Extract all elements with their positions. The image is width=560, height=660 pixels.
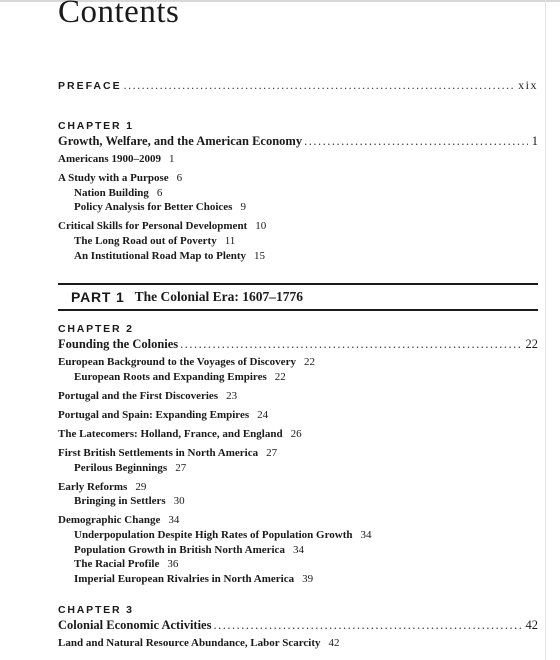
toc-entry[interactable]: Demographic Change 34	[58, 514, 180, 527]
toc-subentry[interactable]: The Racial Profile 36	[74, 558, 179, 571]
part-label: PART 1	[71, 289, 125, 305]
toc-entry[interactable]: Land and Natural Resource Abundance, Labor Scarcity 42	[58, 637, 340, 649]
part-title: The Colonial Era: 1607–1776	[134, 289, 303, 304]
toc-subentry[interactable]: Population Growth in British North America 34	[74, 543, 304, 556]
toc-entry[interactable]: Critical Skills for Personal Development 10	[58, 220, 267, 233]
dot-leader	[180, 336, 521, 353]
toc-subentry[interactable]: Policy Analysis for Better Choices 9	[74, 201, 246, 214]
chapter-title: Growth, Welfare, and the American Economy	[58, 134, 303, 148]
toc-subentry[interactable]: The Long Road out of Poverty 11	[74, 234, 236, 247]
chapter-label: CHAPTER 3	[58, 604, 134, 616]
chapter-page: 42	[525, 618, 538, 632]
chapter-label: CHAPTER 2	[58, 323, 134, 335]
chapter-title-entry[interactable]	[58, 617, 538, 634]
toc-entry[interactable]: A Study with a Purpose 6	[58, 172, 183, 185]
preface-entry[interactable]	[58, 78, 538, 93]
toc-subentry[interactable]: Nation Building 6	[74, 186, 163, 199]
chapter-title: Founding the Colonies	[58, 337, 179, 351]
dot-leader	[213, 617, 521, 634]
toc-subentry[interactable]: Bringing in Settlers 30	[74, 495, 185, 508]
toc-entry[interactable]: First British Settlements in North America 27	[58, 446, 278, 459]
toc-entry[interactable]: Americans 1900–2009 1	[58, 153, 175, 165]
page-title: Contents	[58, 0, 180, 30]
toc-subentry[interactable]: Underpopulation Despite High Rates of Population Growth 34	[74, 528, 372, 541]
toc-subentry[interactable]: Imperial European Rivalries in North America 39	[74, 572, 314, 585]
part-banner	[58, 283, 538, 311]
toc-subentry[interactable]: European Roots and Expanding Empires 22	[74, 370, 286, 383]
preface-page: xix	[518, 78, 538, 92]
chapter-page: 22	[525, 337, 538, 351]
chapter-label: CHAPTER 1	[58, 120, 134, 132]
dot-leader	[124, 78, 517, 93]
page-edge	[545, 0, 546, 660]
chapter-title-entry[interactable]	[58, 336, 538, 353]
dot-leader	[304, 133, 528, 150]
chapter-2	[58, 322, 538, 586]
toc-entry[interactable]: Portugal and Spain: Expanding Empires 24	[58, 408, 269, 421]
chapter-title-entry[interactable]	[58, 133, 538, 150]
chapter-title: Colonial Economic Activities	[58, 618, 212, 632]
toc-subentry[interactable]: Perilous Beginnings 27	[74, 461, 187, 474]
toc-entry[interactable]: Portugal and the First Discoveries 23	[58, 389, 238, 402]
toc-entry[interactable]: The Latecomers: Holland, France, and England 26	[58, 427, 302, 440]
chapter-3	[58, 603, 538, 651]
chapter-page: 1	[531, 134, 538, 148]
toc-entry[interactable]: Early Reforms 29	[58, 480, 147, 493]
chapter-1	[58, 119, 538, 263]
toc-entry[interactable]: European Background to the Voyages of Discovery 22	[58, 356, 315, 368]
preface-label: PREFACE	[58, 80, 122, 92]
toc-subentry[interactable]: An Institutional Road Map to Plenty 15	[74, 249, 266, 262]
